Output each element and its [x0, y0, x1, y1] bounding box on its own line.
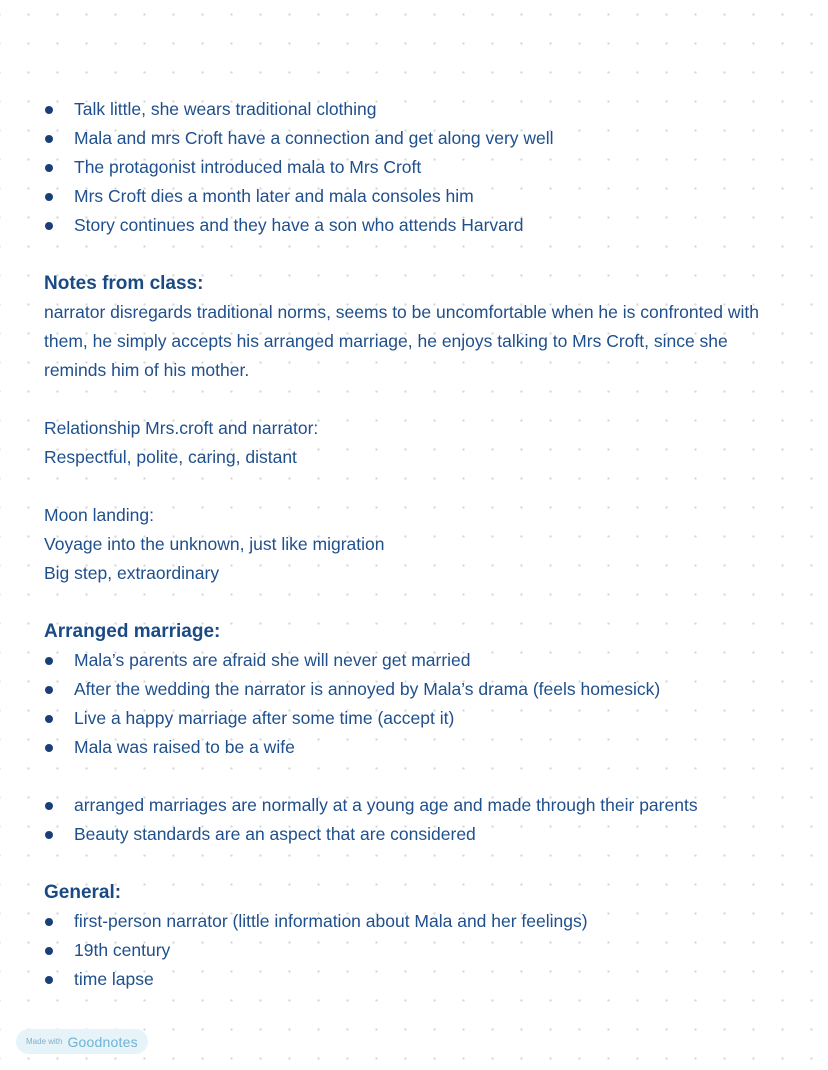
- bullet-icon: [45, 135, 53, 143]
- bullet-icon: [45, 657, 53, 665]
- spacer: [0, 240, 828, 269]
- section-heading-class-notes: Notes from class:: [44, 273, 204, 294]
- paragraph-line: reminds him of his mother.: [44, 360, 250, 380]
- list-item: Talk little, she wears traditional clothing: [0, 95, 828, 124]
- relationship-text: Respectful, polite, caring, distant: [44, 447, 297, 467]
- made-with-label: Made with: [26, 1037, 63, 1046]
- bullet-icon: [45, 976, 53, 984]
- list-item: Mrs Croft dies a month later and mala consoles him: [0, 182, 828, 211]
- bullet-icon: [45, 106, 53, 114]
- list-item: Mala and mrs Croft have a connection and get along very well: [0, 124, 828, 153]
- relationship-title: Relationship Mrs.croft and narrator:: [44, 418, 319, 438]
- bullet-icon: [45, 164, 53, 172]
- list-item: first-person narrator (little information about Mala and her feelings): [0, 907, 828, 936]
- bullet-icon: [45, 744, 53, 752]
- section-heading-arranged-marriage: Arranged marriage:: [44, 621, 221, 642]
- note-page: [0, 95, 828, 994]
- moon-landing-title: Moon landing:: [44, 505, 154, 525]
- list-item: Live a happy marriage after some time (accept it): [0, 704, 828, 733]
- spacer: [0, 385, 828, 414]
- spacer: [0, 472, 828, 501]
- made-with-goodnotes-badge[interactable]: [16, 1029, 148, 1054]
- section-heading-general: General:: [44, 882, 122, 903]
- bullet-icon: [45, 947, 53, 955]
- bullet-icon: [45, 831, 53, 839]
- paragraph-line: them, he simply accepts his arranged marriage, he enjoys talking to Mrs Croft, since she: [44, 331, 728, 351]
- list-item: After the wedding the narrator is annoyed by Mala’s drama (feels homesick): [0, 675, 828, 704]
- bullet-icon: [45, 686, 53, 694]
- bullet-icon: [45, 802, 53, 810]
- list-item: Story continues and they have a son who attends Harvard: [0, 211, 828, 240]
- bullet-icon: [45, 715, 53, 723]
- paragraph-line: narrator disregards traditional norms, seems to be uncomfortable when he is confronted with: [44, 302, 759, 322]
- spacer: [0, 588, 828, 617]
- paragraph-line: Voyage into the unknown, just like migration: [44, 534, 385, 554]
- bullet-icon: [45, 193, 53, 201]
- bullet-icon: [45, 918, 53, 926]
- list-item: The protagonist introduced mala to Mrs Croft: [0, 153, 828, 182]
- paragraph-line: Big step, extraordinary: [44, 563, 220, 583]
- list-item: time lapse: [0, 965, 828, 994]
- list-item: Mala’s parents are afraid she will never get married: [0, 646, 828, 675]
- list-item: 19th century: [0, 936, 828, 965]
- spacer: [0, 762, 828, 791]
- bullet-icon: [45, 222, 53, 230]
- list-item: Beauty standards are an aspect that are considered: [0, 820, 828, 849]
- list-item: Mala was raised to be a wife: [0, 733, 828, 762]
- spacer: [0, 849, 828, 878]
- goodnotes-logo: Goodnotes: [67, 1033, 138, 1050]
- list-item: arranged marriages are normally at a young age and made through their parents: [0, 791, 828, 820]
